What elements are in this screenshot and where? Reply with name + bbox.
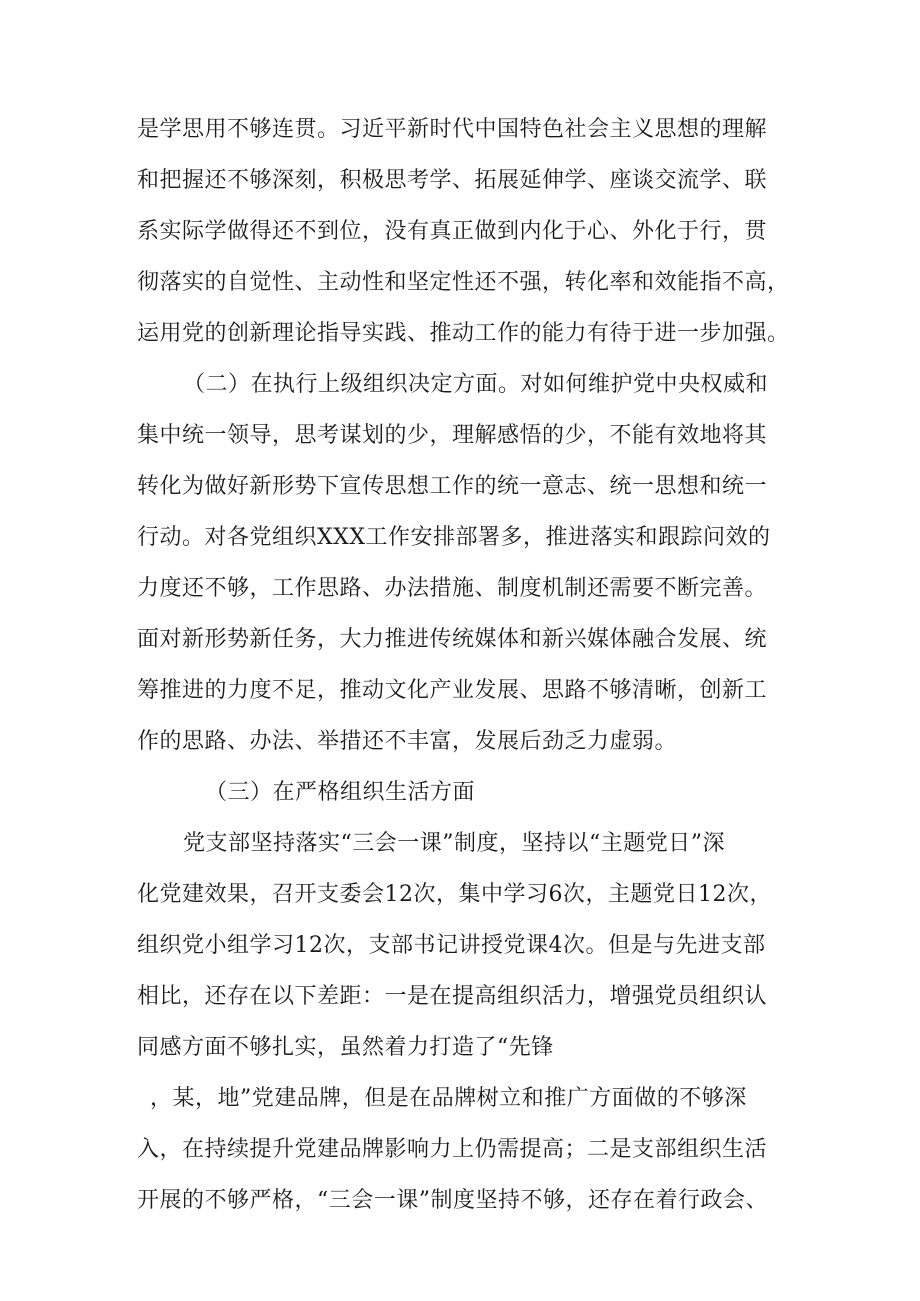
body-text-line: 和把握还不够深刻，积极思考学、拓展延伸学、座谈交流学、联 bbox=[137, 168, 768, 193]
body-text-line: 运用党的创新理论指导实践、推动工作的能力有待于进一步加强。 bbox=[137, 321, 790, 346]
body-text-line: ，某，地”党建品牌，但是在品牌树立和推广方面做的不够深 bbox=[150, 1086, 747, 1111]
body-text-line: 行动。对各党组织XXX工作安排部署多，推进落实和跟踪问效的 bbox=[137, 525, 771, 550]
section-heading-2: （二）在执行上级组织决定方面。对如何维护党中央权威和 bbox=[183, 372, 769, 397]
body-text-line: 面对新形势新任务，大力推进传统媒体和新兴媒体融合发展、统 bbox=[137, 627, 768, 652]
body-text-line: 化党建效果，召开支委会12次，集中学习6次，主题党日12次， bbox=[137, 882, 772, 907]
body-text-line: 作的思路、办法、举措还不丰富，发展后劲乏力虚弱。 bbox=[137, 729, 678, 754]
body-text-line: 党支部坚持落实“三会一课”制度，坚持以“主题党日”深 bbox=[183, 831, 725, 856]
body-text-line: 力度还不够，工作思路、办法措施、制度机制还需要不断完善。 bbox=[137, 576, 768, 601]
body-text-line: 入，在持续提升党建品牌影响力上仍需提高；二是支部组织生活 bbox=[137, 1137, 768, 1162]
body-text-line: 组织党小组学习12次，支部书记讲授党课4次。但是与先进支部 bbox=[137, 933, 766, 958]
section-heading-3: （三）在严格组织生活方面 bbox=[205, 780, 476, 805]
body-text-line: 彻落实的自觉性、主动性和坚定性还不强，转化率和效能指不高， bbox=[137, 270, 790, 295]
body-text-line: 转化为做好新形势下宣传思想工作的统一意志、统一思想和统一 bbox=[137, 474, 768, 499]
body-text-line: 是学思用不够连贯。习近平新时代中国特色社会主义思想的理解 bbox=[137, 117, 768, 142]
body-text-line: 相比，还存在以下差距：一是在提高组织活力，增强党员组织认 bbox=[137, 984, 768, 1009]
body-text-line: 系实际学做得还不到位，没有真正做到内化于心、外化于行，贯 bbox=[137, 219, 768, 244]
body-text-line: 同感方面不够扎实，虽然着力打造了“先锋 bbox=[137, 1035, 554, 1060]
body-text-line: 筹推进的力度不足，推动文化产业发展、思路不够清晰，创新工 bbox=[137, 678, 768, 703]
body-text-line: 开展的不够严格，“三会一课”制度坚持不够，还存在着行政会、 bbox=[137, 1188, 768, 1213]
body-text-line: 集中统一领导，思考谋划的少，理解感悟的少，不能有效地将其 bbox=[137, 423, 768, 448]
